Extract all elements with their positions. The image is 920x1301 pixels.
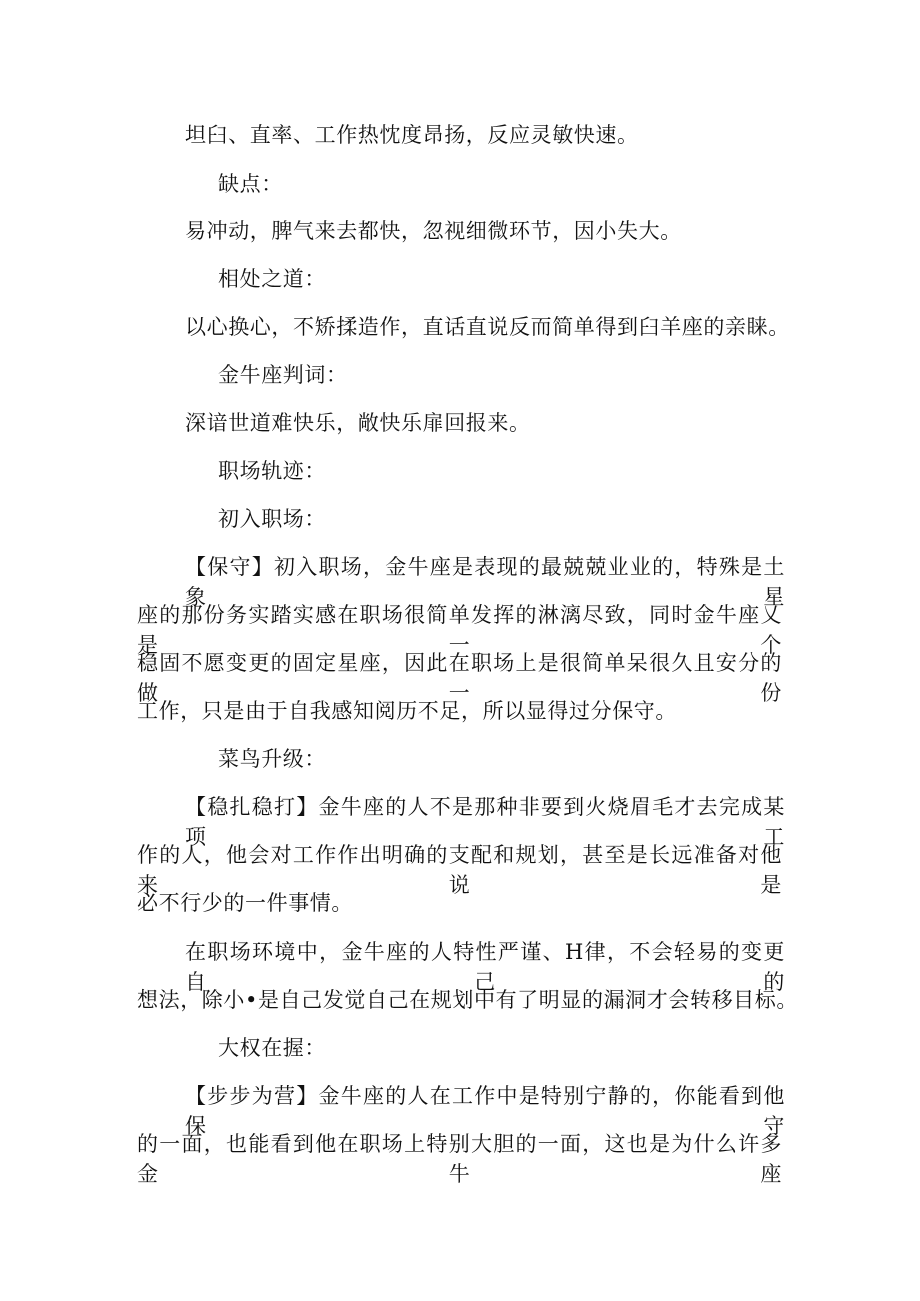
text-line-verdict: 深谙世道难快乐，敞快乐扉回报来。: [185, 411, 531, 435]
paragraph-steady-line-1: 【稳扎稳打】金牛座的人不是那种非要到火烧眉毛才去完成某项工: [185, 795, 785, 849]
paragraph-conservative-line-2: 座的那份务实踏实感在职场很简单发挥的淋漓尽致，同时金牛座乂是一个: [137, 603, 782, 657]
paragraph-conservative-line-4: 工作，只是由于自我感知阅历不足，所以显得过分保守。: [137, 699, 677, 723]
heading-rookie-upgrade: 菜鸟升级：: [218, 747, 326, 771]
paragraph-step-by-step-line-2: 的一面，也能看到他在职场上特别大胆的一面，这也是为什么许多金牛座: [137, 1132, 782, 1186]
paragraph-environment-line-2: 想法，除小•是自己发觉自己在规划中有了明显的漏洞才会转移目标。: [137, 988, 798, 1012]
text-line-heart-to-heart: 以心换心，不矫揉造作，直话直说反而简单得到臼羊座的亲睐。: [185, 315, 790, 339]
paragraph-steady-line-3: 必不行少的一件事情。: [137, 891, 353, 915]
paragraph-conservative-line-1: 【保守】初入职场，金牛座是表现的最兢兢业业的，特殊是土象星: [185, 555, 785, 609]
paragraph-steady-line-2: 作的人，他会对工作作出明确的支配和规划，甚至是长远准备对他来说是: [137, 843, 782, 897]
heading-power-in-hand: 大权在握：: [218, 1036, 326, 1060]
text-line-candid-traits: 坦臼、直率、工作热忱度昂扬，反应灵敏快速。: [185, 123, 639, 147]
heading-getting-along: 相处之道：: [218, 267, 326, 291]
heading-weaknesses: 缺点：: [218, 172, 283, 196]
text-line-impulsive: 易冲动，脾气来去都快，忽视细微环节，因小失大。: [185, 219, 682, 243]
heading-taurus-verdict: 金牛座判词：: [218, 363, 348, 387]
paragraph-environment-line-1: 在职场环境中，金牛座的人特性严谨、H律，不会轻易的变更自己的: [185, 940, 785, 994]
heading-entering-workplace: 初入职场：: [218, 507, 326, 531]
paragraph-step-by-step-line-1: 【步步为营】金牛座的人在工作中是特别宁静的，你能看到他保守: [185, 1084, 785, 1138]
heading-career-path: 职场轨迹：: [218, 459, 326, 483]
paragraph-conservative-line-3: 稳固不愿变更的固定星座，因此在职场上是很简单呆很久且安分的做一份: [137, 651, 782, 705]
